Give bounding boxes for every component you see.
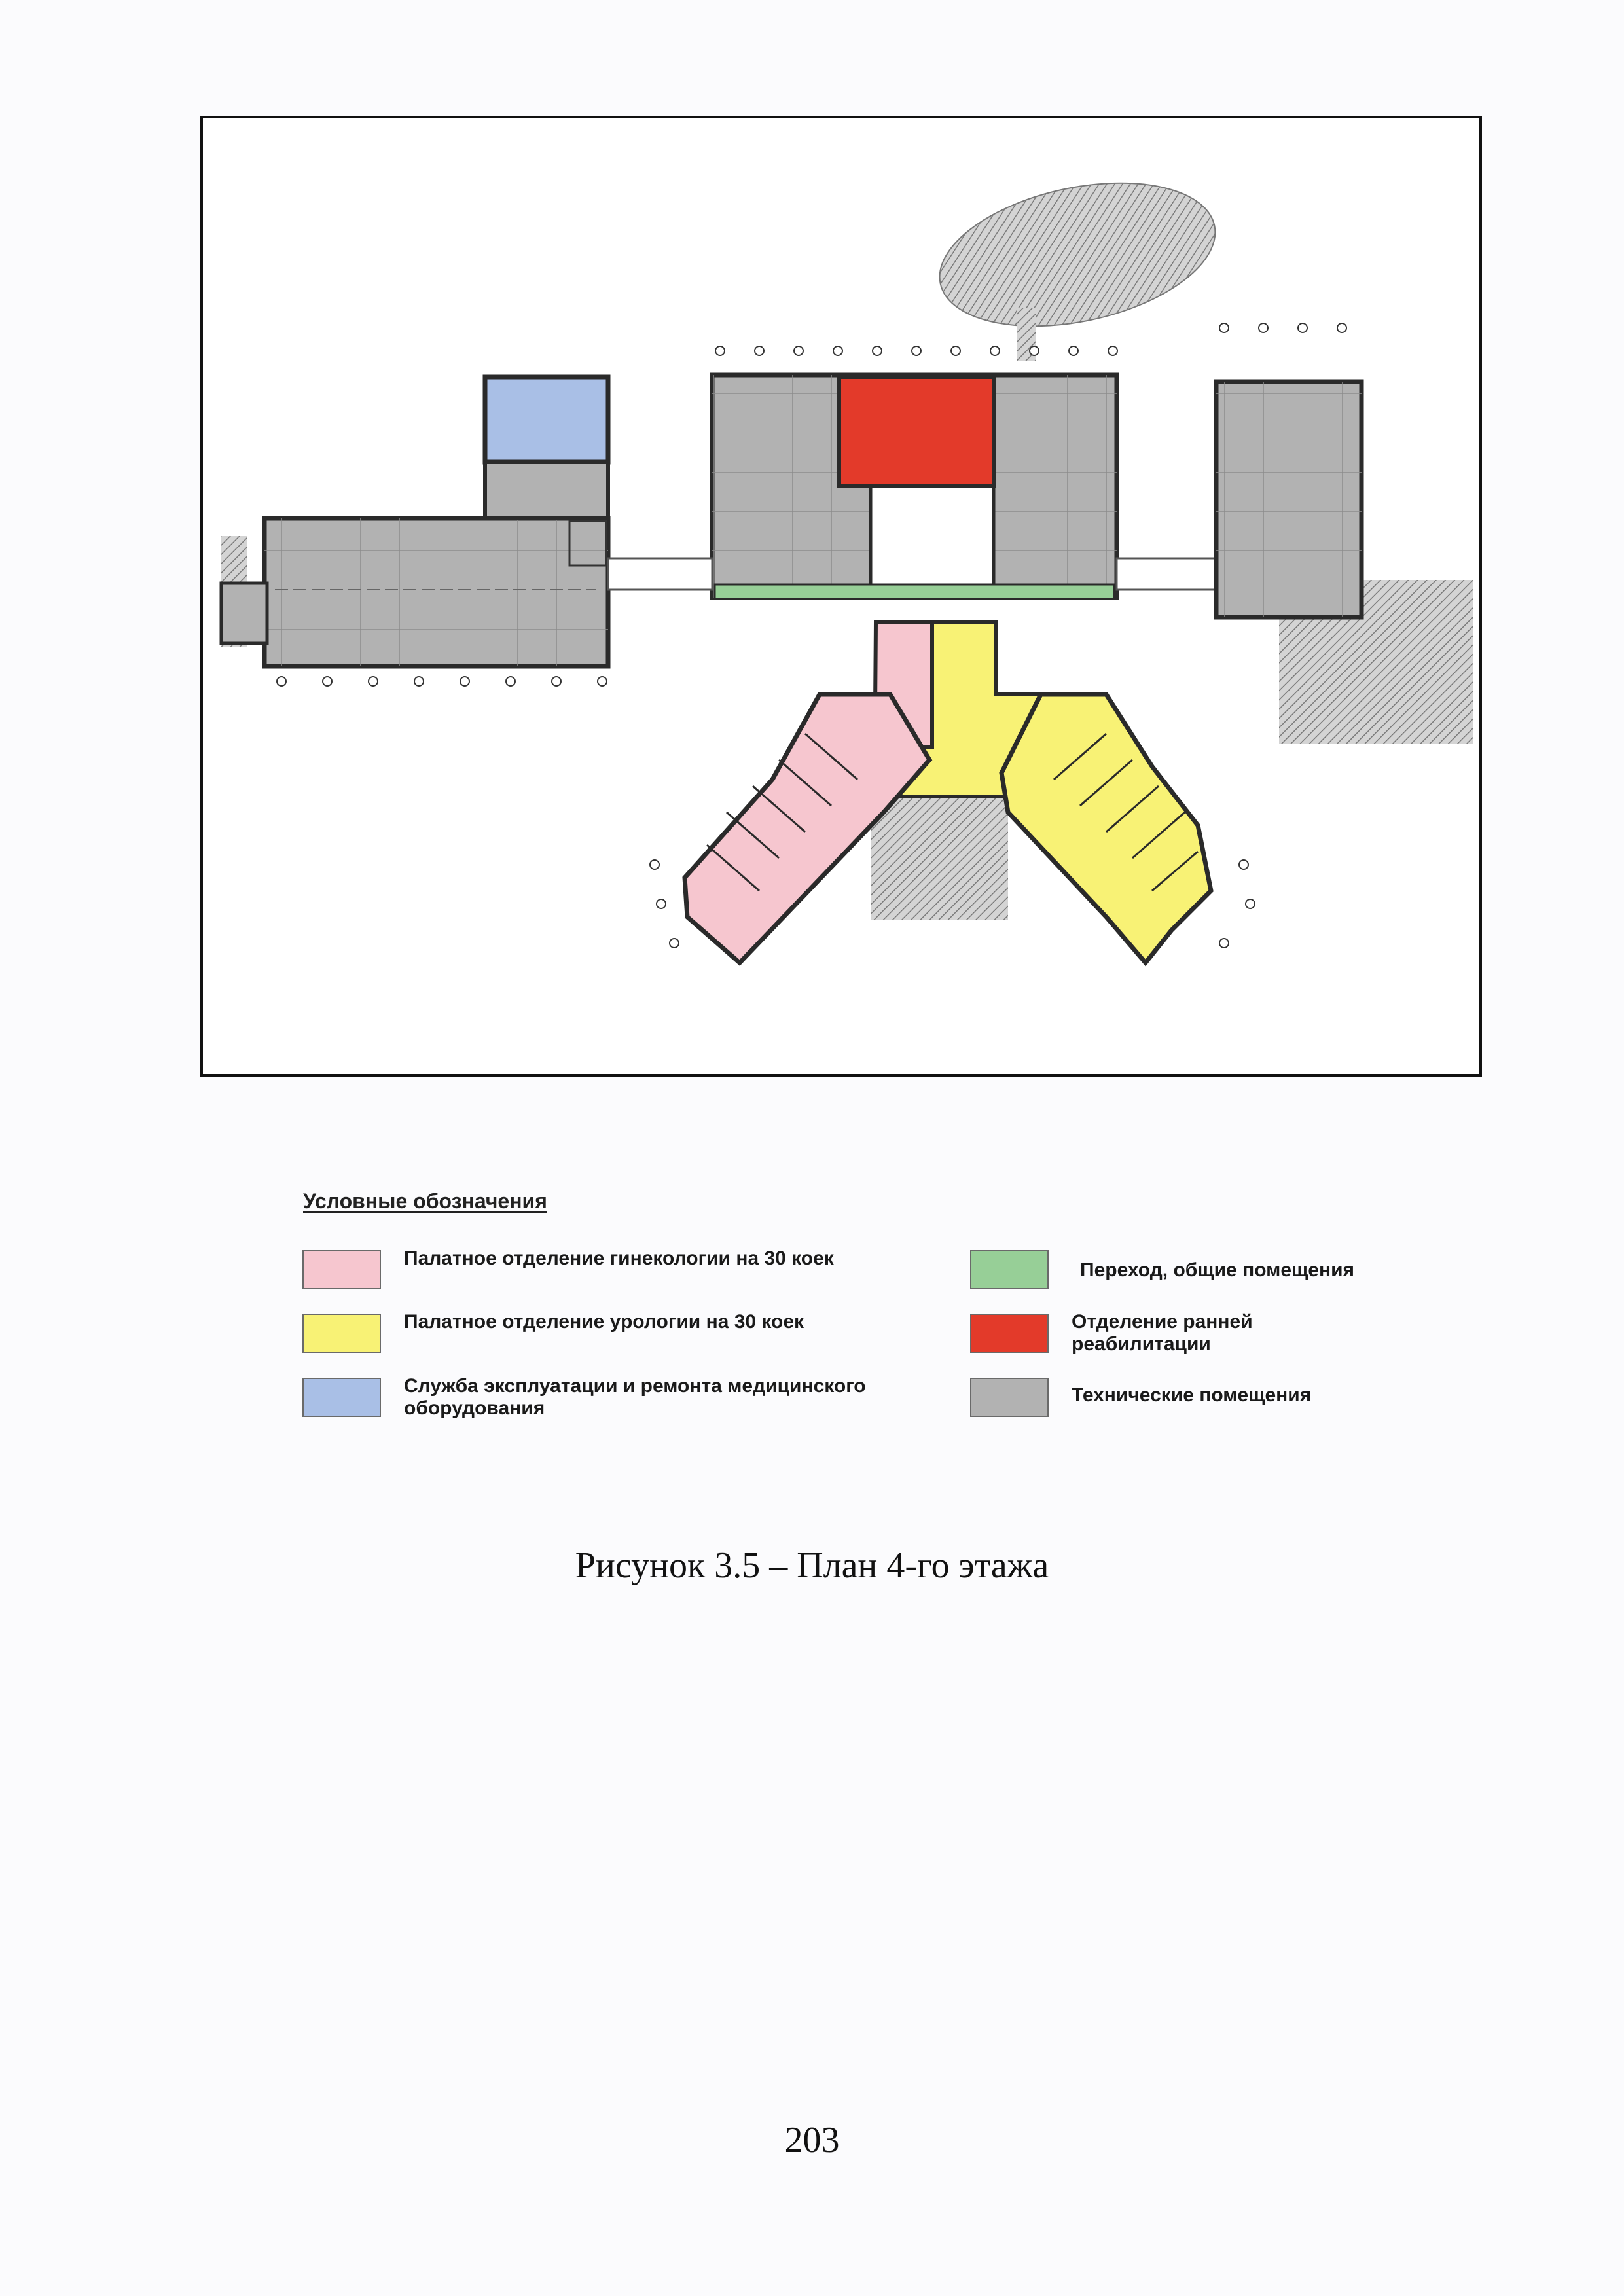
- left-bridge: [608, 558, 712, 590]
- legend-swatch-technical: [970, 1378, 1049, 1417]
- legend-swatch-urology: [302, 1314, 381, 1353]
- left-wing: [221, 377, 608, 666]
- rehabilitation-zone: [839, 377, 994, 486]
- figure-caption: Рисунок 3.5 – План 4-го этажа: [575, 1545, 1049, 1586]
- hatched-oval-area: [926, 160, 1228, 350]
- floor-plan-drawing: [203, 118, 1479, 1074]
- left-tower-technical: [485, 462, 608, 518]
- legend-label-rehabilitation: Отделение ранней реабилитации: [1072, 1311, 1253, 1355]
- legend-swatch-gynecology: [302, 1250, 381, 1289]
- right-bridge: [1117, 558, 1216, 590]
- legend-label-urology: Палатное отделение урологии на 30 коек: [404, 1311, 804, 1333]
- inner-courtyard: [871, 486, 994, 592]
- central-block: [608, 375, 1216, 599]
- legend: [301, 1181, 1414, 1430]
- legend-swatch-rehabilitation: [970, 1314, 1049, 1353]
- transition-corridor: [715, 584, 1114, 599]
- floor-plan-figure: [200, 116, 1482, 1077]
- legend-label-transition: Переход, общие помещения: [1080, 1259, 1355, 1281]
- right-block: [1216, 382, 1362, 617]
- legend-label-technical: Технические помещения: [1072, 1384, 1312, 1406]
- left-stair-block: [221, 583, 267, 643]
- hatched-area-bottom: [871, 796, 1008, 920]
- right-grid: [1216, 382, 1362, 617]
- legend-label-service: Служба эксплуатации и ремонта медицинского оборудования: [404, 1375, 866, 1419]
- legend-swatch-service: [302, 1378, 381, 1417]
- legend-swatch-transition: [970, 1250, 1049, 1289]
- legend-title: Условные обозначения: [303, 1189, 547, 1213]
- legend-label-gynecology: Палатное отделение гинекологии на 30 коек: [404, 1247, 834, 1269]
- page-number: 203: [784, 2120, 840, 2161]
- left-wing-grid: [264, 518, 608, 666]
- service-department-zone: [485, 377, 608, 462]
